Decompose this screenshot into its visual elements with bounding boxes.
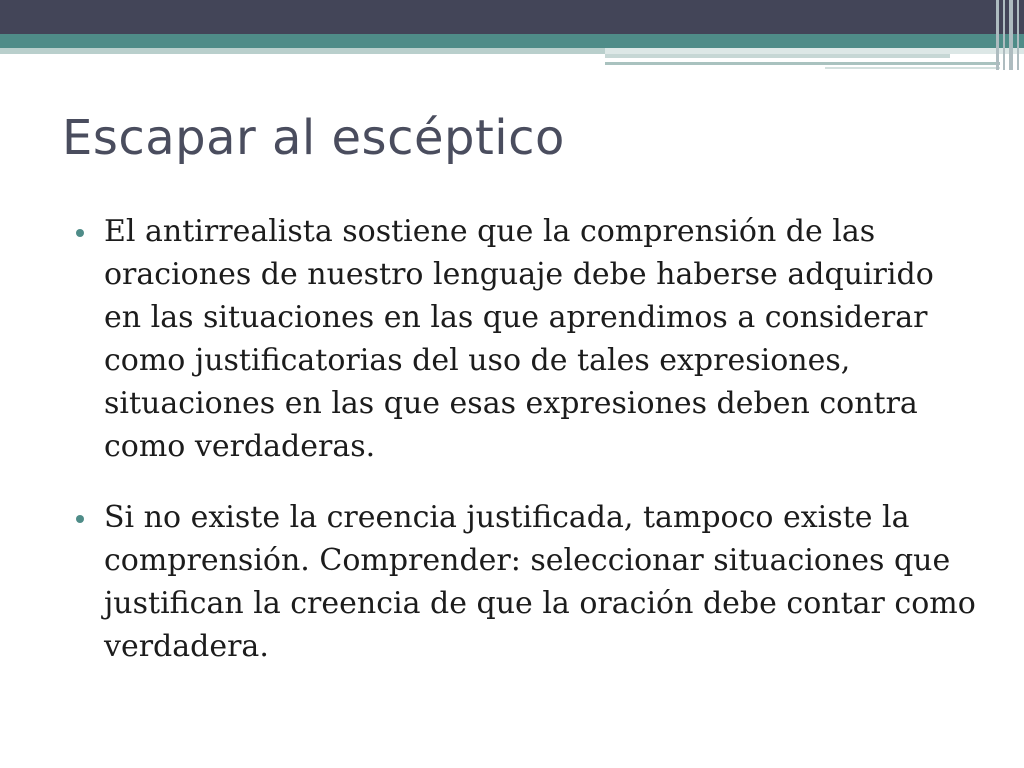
header-decor-line [605, 62, 1000, 65]
header-vertical-stripes [994, 0, 1024, 70]
bullet-item [76, 210, 976, 468]
bullet-list [76, 210, 976, 696]
bullet-text: Si no existe la creencia justificada, tampoco existe la comprensión. Comprender: seleccionar situaciones que justifican la creencia de que la oración debe contar como verdadera. [104, 500, 976, 664]
vertical-stripe [1017, 0, 1019, 70]
header-pale-band [0, 48, 605, 54]
header-decor-line [825, 67, 1000, 69]
bullet-dot-icon [76, 229, 84, 237]
header-dark-band [0, 0, 1024, 34]
vertical-stripe [1003, 0, 1005, 70]
header-decor-line [605, 54, 950, 58]
bullet-text: El antirrealista sostiene que la comprensión de las oraciones de nuestro lenguaje debe haberse adquirido en las situaciones en las que aprendimos a considerar como justificatorias del uso de tales expresiones, situaciones en las que esas expresiones deben contra como verdaderas. [104, 214, 934, 464]
vertical-stripe [1009, 0, 1013, 70]
bullet-item [76, 496, 976, 668]
bullet-dot-icon [76, 515, 84, 523]
slide-title: Escapar al escéptico [62, 110, 565, 166]
header-teal-band [0, 34, 1024, 48]
vertical-stripe [996, 0, 999, 70]
